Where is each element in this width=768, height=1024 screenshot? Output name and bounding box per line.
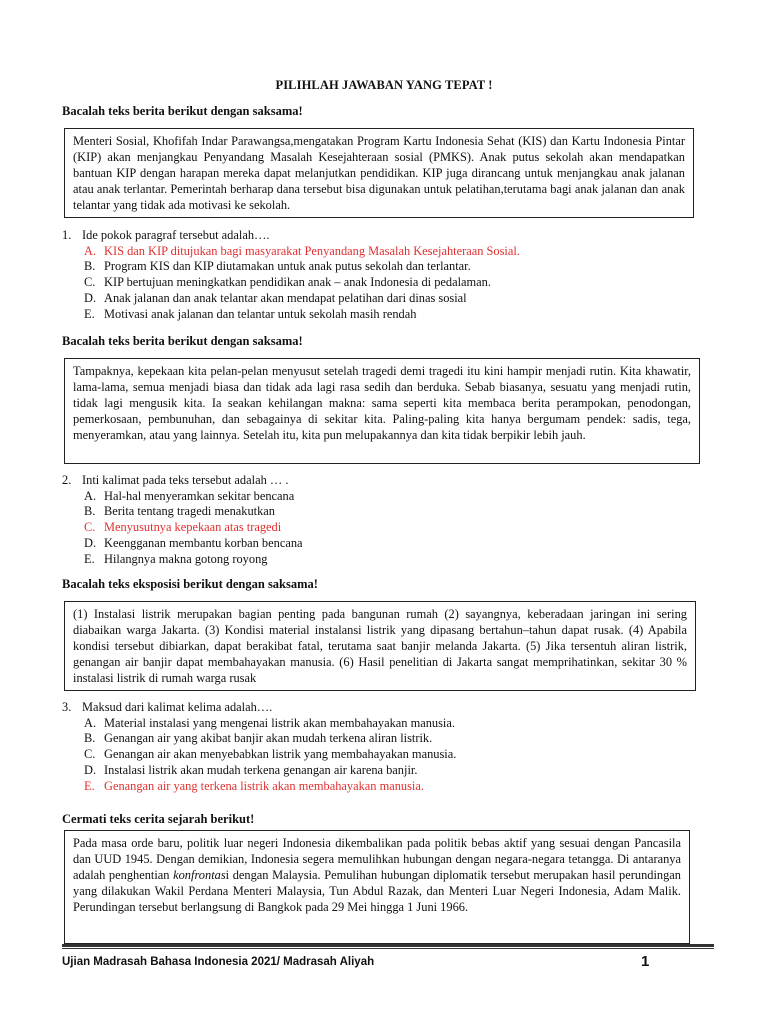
question-stem: Ide pokok paragraf tersebut adalah…. [82, 228, 270, 242]
passage-box-3: (1) Instalasi listrik merupakan bagian penting pada bangunan rumah (2) sayangnya, keberadaan jaringan ini sering diabaikan warga Jakarta. (3) Kondisi material instalansi listrik yang dipasang bertahun–tahun dapat rusak. (4) Apabila kondisi tersebut dibiarkan, dapat berakibat fatal, terutama saat banjir melanda Jakarta. (5) Jika tersentuh aliran listrik, genangan air banjir dapat membahayakan manusia. (6) Hasil penelitian di Jakarta sangat memprihatinkan, sekitar 30 % instalasi listrik di rumah warga rusak [64, 601, 696, 691]
option-e: E. Hilangnya makna gotong royong [84, 551, 268, 566]
option-a: A. Hal-hal menyeramkan sekitar bencana [84, 488, 295, 503]
question-stem: Inti kalimat pada teks tersebut adalah … . [82, 473, 289, 487]
question-number: 2. [62, 473, 72, 487]
footer-divider [62, 944, 714, 949]
option-d: D. Keengganan membantu korban bencana [84, 535, 303, 550]
footer-text: Ujian Madrasah Bahasa Indonesia 2021/ Madrasah Aliyah [62, 956, 375, 968]
passage-box-2: Tampaknya, kepekaan kita pelan-pelan menyusut setelah tragedi demi tragedi itu kini hampir menjadi rutin. Kita khawatir, lama-lama, semua menjadi biasa dan tidak ada lagi rasa sedih dan berduka. Sebab biasanya, sesuatu yang menjadi rutin, tidak lagi mengusik kita. Ia seakan kehilangan makna: sama seperti kita membaca berita perampokan, penodongan, pemerkosaan, pembunuhan, dan sebagainya di sekitar kita. Paling-paling kita hanya bergumam pendek: sadis, tega, menyeramkan, atau yang lainnya. Setelah itu, kita pun melupakannya dan kita tidak berpikir lebih jauh. [64, 358, 700, 464]
option-b: B. Berita tentang tragedi menakutkan [84, 504, 275, 519]
option-e: E. Motivasi anak jalanan dan telantar untuk sekolah masih rendah [84, 306, 417, 321]
passage-box-1: Menteri Sosial, Khofifah Indar Parawangsa,mengatakan Program Kartu Indonesia Sehat (KIS) dan Kartu Indonesia Pintar (KIP) akan menjangkau Penyandang Masalah Kesejahteraan sosial (PMKS). Anak putus sekolah akan mendapatkan bantuan KIP dengan harapan mereka dapat melanjutkan pendidikan. KIP juga dirancang untuk menjangkau anak jalanan atau anak terlantar. Pemerintah berharap dana tersebut bisa digunakan untuk pelatihan,terutama bagi anak jalanan dan anak telantar yang tidak ada motivasi ke sekolah. [64, 128, 694, 218]
option-b: B. Genangan air yang akibat banjir akan mudah terkena aliran listrik. [84, 731, 433, 746]
question-stem: Maksud dari kalimat kelima adalah…. [82, 700, 273, 714]
question-number: 3. [62, 700, 72, 714]
instruction-4: Cermati teks cerita sejarah berikut! [62, 812, 255, 826]
option-d: D. Anak jalanan dan anak telantar akan mendapat pelatihan dari dinas sosial [84, 290, 467, 305]
question-2 [62, 473, 303, 567]
page-title: PILIHLAH JAWABAN YANG TEPAT ! [275, 78, 493, 92]
instruction-1: Bacalah teks berita berikut dengan saksama! [62, 104, 303, 118]
option-b: B. Program KIS dan KIP diutamakan untuk anak putus sekolah dan terlantar. [84, 259, 471, 274]
option-a: A. KIS dan KIP ditujukan bagi masyarakat Penyandang Masalah Kesejahteraan Sosial. [84, 243, 520, 258]
passage-box-4: Pada masa orde baru, politik luar negeri Indonesia dikembalikan pada politik bebas aktif yang sesuai dengan Pancasila dan UUD 1945. Dengan demikian, Indonesia segera memulihkan hubungan dengan negara-negara tetangga. Di antaranya adalah penghentian konfrontasi dengan Malaysia. Pemulihan hubungan diplomatik tersebut merupakan hasil perundingan yang dilakukan Wakil Perdana Menteri Malaysia, Tun Abdul Razak, dan Menteri Luar Negeri Indonesia, Adam Malik. Perundingan tersebut berlangsung di Bangkok pada 29 Mei hingga 1 Juni 1966. [64, 830, 690, 944]
question-number: 1. [62, 228, 72, 242]
option-list [62, 716, 456, 795]
option-c: C. KIP bertujuan meningkatkan pendidikan anak – anak Indonesia di pedalaman. [84, 275, 491, 290]
option-list [62, 244, 520, 323]
option-list [62, 489, 303, 568]
option-c: C. Genangan air akan menyebabkan listrik yang membahayakan manusia. [84, 747, 457, 762]
option-e: E. Genangan air yang terkena listrik akan membahayakan manusia. [84, 778, 424, 793]
question-3 [62, 700, 456, 794]
question-1 [62, 228, 520, 322]
option-c: C. Menyusutnya kepekaan atas tragedi [84, 520, 282, 535]
option-a: A. Material instalasi yang mengenai listrik akan membahayakan manusia. [84, 715, 455, 730]
page-number: 1 [641, 953, 650, 970]
instruction-3: Bacalah teks eksposisi berikut dengan saksama! [62, 577, 318, 591]
option-d: D. Instalasi listrik akan mudah terkena genangan air karena banjir. [84, 762, 418, 777]
instruction-2: Bacalah teks berita berikut dengan saksama! [62, 334, 303, 348]
italic-term: konfrontas [173, 868, 226, 883]
